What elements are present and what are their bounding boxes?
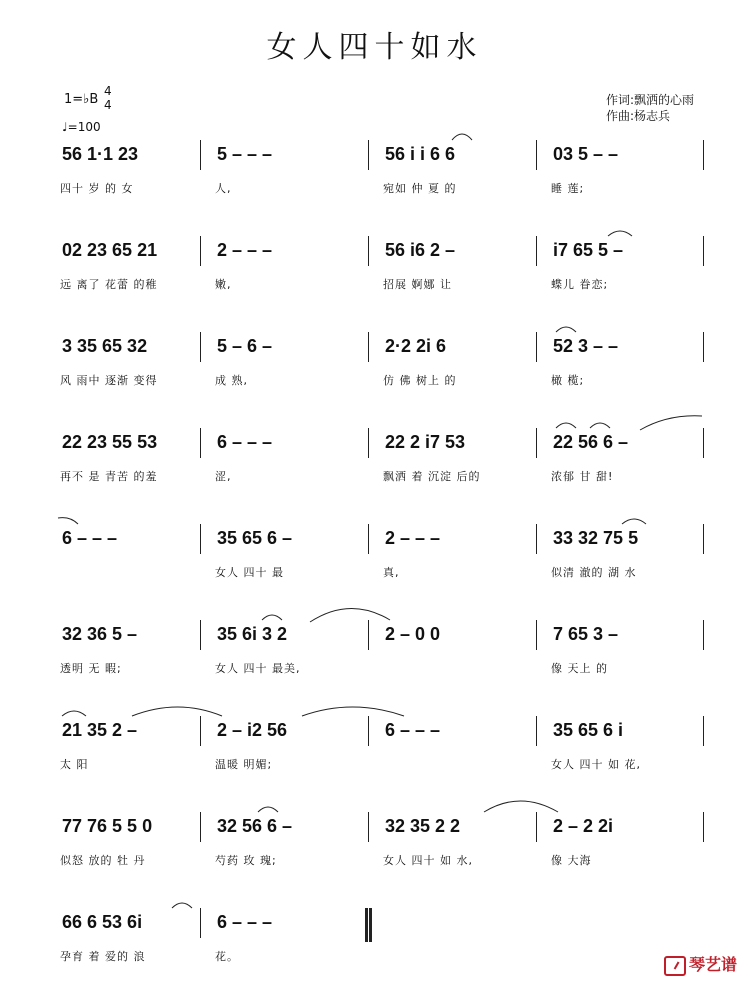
measure-notes: 35 6i 3 2 <box>217 624 288 644</box>
measure-notes: 02 23 65 21 <box>62 240 158 260</box>
measure-notes: 56 i6 2 – <box>385 240 456 260</box>
measure-notes: 32 36 5 – <box>62 624 138 644</box>
measure-notes: 6 – – – <box>385 720 441 740</box>
measure-notes: 03 5 – – <box>553 144 619 164</box>
measure-notes: 21 35 2 – <box>62 720 138 740</box>
time-signature: 4 4 <box>104 84 112 112</box>
measure-notes: 35 65 6 i <box>553 720 624 740</box>
lyric-line: 花。 <box>215 950 239 963</box>
lyric-line: 似清 澈的 湖 水 <box>551 566 637 579</box>
lyric-line: 透明 无 暇; <box>60 662 122 675</box>
tie <box>132 707 222 716</box>
barline <box>536 140 537 170</box>
lyric-line: 人, <box>215 182 232 195</box>
barline <box>200 428 201 458</box>
lyric-line: 涩, <box>215 470 232 483</box>
lyric-line: 宛如 仲 夏 的 <box>383 182 457 195</box>
lyric-line: 远 离了 花蕾 的稚 <box>60 278 158 291</box>
lyric-line: 睡 莲; <box>551 182 585 195</box>
measure-notes: 22 23 55 53 <box>62 432 158 452</box>
lyric-line: 招展 婀娜 让 <box>383 278 452 291</box>
measure-notes: 2 – – – <box>385 528 441 548</box>
barline <box>536 428 537 458</box>
slur <box>62 711 86 716</box>
barline <box>368 812 369 842</box>
measure-notes: 66 6 53 6i <box>62 912 143 932</box>
lyric-line: 像 天上 的 <box>551 662 608 675</box>
lyric-line: 浓郁 甘 甜! <box>551 470 614 483</box>
barline <box>200 332 201 362</box>
barline <box>703 620 704 650</box>
lyric-line: 蝶儿 眷恋; <box>551 278 609 291</box>
barline <box>703 716 704 746</box>
tie <box>58 518 78 524</box>
lyric-line: 风 雨中 逐渐 变得 <box>60 374 158 387</box>
barline <box>200 236 201 266</box>
lyric-line: 橄 榄; <box>551 374 585 387</box>
slur <box>556 327 576 332</box>
barline <box>536 524 537 554</box>
lyric-line: 温暖 明媚; <box>215 758 273 771</box>
barline <box>703 812 704 842</box>
measure-notes: 6 – – – <box>217 432 273 452</box>
measure-notes: 3 35 65 32 <box>62 336 148 356</box>
measure-notes: 22 2 i7 53 <box>385 432 466 452</box>
barline <box>368 236 369 266</box>
lyric-line: 太 阳 <box>60 758 89 771</box>
lyric-line: 芍药 玫 瑰; <box>215 854 277 867</box>
barline <box>200 716 201 746</box>
barline <box>368 716 369 746</box>
measure-notes: 2 – i2 56 <box>217 720 288 740</box>
measure-notes: 22 56 6 – <box>553 432 629 452</box>
measure-notes: 6 – – – <box>217 912 273 932</box>
measure-notes: 33 32 75 5 <box>553 528 639 548</box>
lyric-line: 仿 佛 树上 的 <box>383 374 457 387</box>
measure-notes: i7 65 5 – <box>553 240 624 260</box>
measure-notes: 2·2 2i 6 <box>385 336 447 356</box>
watermark-logo: 琴艺谱 <box>664 952 737 976</box>
lyric-line: 再不 是 青苦 的羞 <box>60 470 158 483</box>
barline <box>200 812 201 842</box>
barline <box>703 428 704 458</box>
slur <box>590 423 610 428</box>
lyric-line: 孕育 着 爱的 浪 <box>60 950 146 963</box>
barline <box>703 236 704 266</box>
key-signature: 1=♭B 4 4 <box>64 84 112 112</box>
measure-notes: 5 – – – <box>217 144 273 164</box>
barline <box>536 236 537 266</box>
measure-notes: 5 – 6 – <box>217 336 273 356</box>
measure-notes: 32 35 2 2 <box>385 816 461 836</box>
barline <box>536 620 537 650</box>
barline <box>703 332 704 362</box>
credits <box>606 92 694 124</box>
barline <box>536 332 537 362</box>
barline <box>368 428 369 458</box>
slur <box>622 519 646 524</box>
tempo-marking: ♩=100 <box>62 120 101 134</box>
tie <box>484 801 558 812</box>
barline <box>200 524 201 554</box>
slur <box>258 807 278 812</box>
slur <box>608 231 632 236</box>
slur <box>262 615 282 620</box>
barline <box>368 332 369 362</box>
composer: 作曲:杨志兵 <box>606 109 671 123</box>
lyric-line: 女人 四十 如 花, <box>551 758 641 771</box>
final-barline <box>368 908 372 942</box>
lyric-line: 飘洒 着 沉淀 后的 <box>383 470 481 483</box>
barline <box>703 524 704 554</box>
tie <box>310 608 390 622</box>
measure-notes: 2 – 2 2i <box>553 816 614 836</box>
measure-notes: 2 – – – <box>217 240 273 260</box>
measure-notes: 77 76 5 5 0 <box>62 816 153 836</box>
lyric-line: 真, <box>383 566 400 579</box>
lyric-line: 成 熟, <box>215 374 248 387</box>
measure-notes: 6 – – – <box>62 528 118 548</box>
lyric-line: 女人 四十 最美, <box>215 662 301 675</box>
lyric-line: 四十 岁 的 女 <box>60 182 134 195</box>
logo-icon <box>664 956 686 976</box>
tie <box>302 707 404 716</box>
barline <box>703 140 704 170</box>
lyric-line: 女人 四十 最 <box>215 566 284 579</box>
measure-notes: 32 56 6 – <box>217 816 293 836</box>
measure-notes: 7 65 3 – <box>553 624 619 644</box>
lyric-line: 女人 四十 如 水, <box>383 854 473 867</box>
barline <box>368 140 369 170</box>
barline <box>536 716 537 746</box>
barline <box>536 812 537 842</box>
measure-notes: 56 1·1 23 <box>62 144 139 164</box>
barline <box>368 620 369 650</box>
slur <box>172 903 192 908</box>
song-title: 女人四十如水 <box>266 30 483 65</box>
slur <box>556 423 576 428</box>
measure-notes: 35 65 6 – <box>217 528 293 548</box>
barline <box>200 140 201 170</box>
slur <box>452 134 472 140</box>
tie <box>640 416 702 430</box>
measure-notes: 2 – 0 0 <box>385 624 441 644</box>
lyricist: 作词:飘洒的心雨 <box>606 93 695 107</box>
measure-notes: 56 i i 6 6 <box>385 144 456 164</box>
measure-notes: 52 3 – – <box>553 336 619 356</box>
barline <box>368 524 369 554</box>
barline <box>200 620 201 650</box>
lyric-line: 似怒 放的 牡 丹 <box>60 854 146 867</box>
lyric-line: 嫩, <box>215 278 232 291</box>
barline <box>200 908 201 938</box>
lyric-line: 像 大海 <box>551 854 592 867</box>
